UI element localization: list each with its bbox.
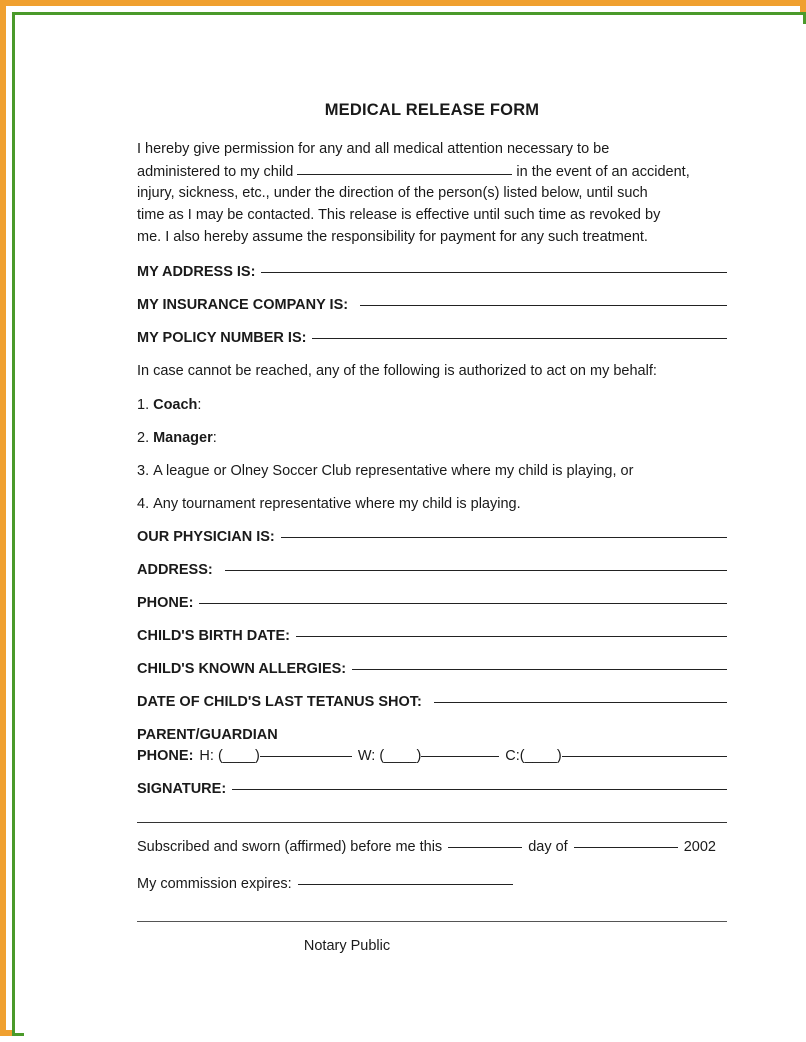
commission-label: My commission expires: [137, 875, 292, 892]
home-phone-label: H: (____) [199, 747, 260, 764]
intro-line-1: I hereby give permission for any and all medical attention necessary to be [137, 140, 610, 157]
list-text: Any tournament representative where my child is playing. [153, 495, 521, 512]
field-blank-line[interactable] [312, 337, 727, 339]
list-number: 2. [137, 429, 150, 446]
field-label: MY POLICY NUMBER IS: [137, 330, 307, 347]
field-label: MY INSURANCE COMPANY IS: [137, 297, 349, 314]
signature-blank-line[interactable] [232, 788, 727, 790]
field-physician-address [137, 560, 727, 581]
authorized-person-2 [137, 428, 727, 449]
parent-guardian-phones [137, 746, 727, 767]
field-blank-line[interactable] [225, 569, 727, 571]
authorized-person-4 [137, 494, 727, 515]
intro-paragraph [137, 139, 727, 249]
day-blank[interactable] [448, 846, 522, 848]
cell-phone-blank[interactable] [562, 755, 727, 757]
intro-line-3: injury, sickness, etc., under the direction of the person(s) listed below, until such [137, 185, 648, 202]
field-blank-line[interactable] [281, 536, 727, 538]
phone-label: PHONE [137, 747, 189, 764]
intro-line-5: me. I also hereby assume the responsibility for payment for any such treatment. [137, 228, 648, 245]
field-my-address [137, 262, 727, 283]
field-label: CHILD'S KNOWN ALLERGIES: [137, 660, 347, 677]
commission-blank[interactable] [298, 883, 513, 885]
field-label: PHONE: [137, 594, 194, 611]
colon: : [197, 396, 202, 413]
colon: : [212, 429, 217, 446]
field-label: CHILD'S BIRTH DATE: [137, 627, 291, 644]
field-blank-line[interactable] [296, 635, 727, 637]
notary-signature-line [137, 921, 727, 922]
field-blank-line[interactable] [360, 304, 727, 306]
notary-public-label: Notary Public [303, 937, 391, 954]
child-name-blank[interactable] [297, 161, 512, 176]
field-physician-phone [137, 593, 727, 614]
parent-guardian-heading: PARENT/GUARDIAN [137, 726, 278, 743]
list-number: 4. [137, 495, 150, 512]
document-page [24, 24, 806, 1042]
day-of-text: day of [528, 838, 568, 855]
field-policy-number [137, 328, 727, 349]
field-tetanus-shot-date [137, 692, 727, 713]
field-label: MY ADDRESS IS: [137, 264, 256, 281]
field-child-birth-date [137, 626, 727, 647]
field-blank-line[interactable] [352, 668, 727, 670]
field-label: SIGNATURE: [137, 780, 227, 797]
field-label: DATE OF CHILD'S LAST TETANUS SHOT: [137, 693, 422, 710]
sworn-text: Subscribed and sworn (affirmed) before me this [137, 838, 443, 855]
section-divider [137, 822, 727, 823]
list-text: A league or Olney Soccer Club representative where my child is playing, or [153, 462, 634, 479]
field-blank-line[interactable] [261, 271, 727, 273]
page-title: MEDICAL RELEASE FORM [324, 101, 540, 119]
authorized-person-3 [137, 461, 727, 482]
phone-colon: : [188, 747, 194, 764]
list-number: 3. [137, 462, 150, 479]
cell-phone-label: C:(____) [505, 747, 562, 764]
work-phone-label: W: (____) [357, 747, 422, 764]
year-text: 2002 [683, 838, 716, 855]
field-signature [137, 779, 727, 800]
month-blank[interactable] [574, 846, 678, 848]
field-label: ADDRESS: [137, 561, 213, 578]
work-phone-blank[interactable] [421, 755, 499, 757]
field-insurance-company [137, 295, 727, 316]
notary-sworn-statement [137, 837, 727, 858]
field-blank-line[interactable] [199, 602, 727, 604]
intro-line-2-before: administered to my child [137, 163, 294, 180]
role-label: Coach [153, 396, 198, 413]
field-label: OUR PHYSICIAN IS: [137, 528, 275, 545]
intro-line-2-after: in the event of an accident, [516, 163, 690, 180]
form-body [137, 99, 727, 957]
field-physician [137, 527, 727, 548]
list-number: 1. [137, 396, 150, 413]
intro-line-4: time as I may be contacted. This release is effective until such time as revoked by [137, 206, 661, 223]
commission-expires-row [137, 874, 727, 895]
home-phone-blank[interactable] [260, 755, 352, 757]
field-child-allergies [137, 659, 727, 680]
authorized-person-1 [137, 395, 727, 416]
decorative-inner-border [12, 12, 806, 1036]
authorization-note: In case cannot be reached, any of the following is authorized to act on my behalf: [137, 363, 657, 380]
role-label: Manager [153, 429, 213, 446]
field-blank-line[interactable] [434, 701, 727, 703]
